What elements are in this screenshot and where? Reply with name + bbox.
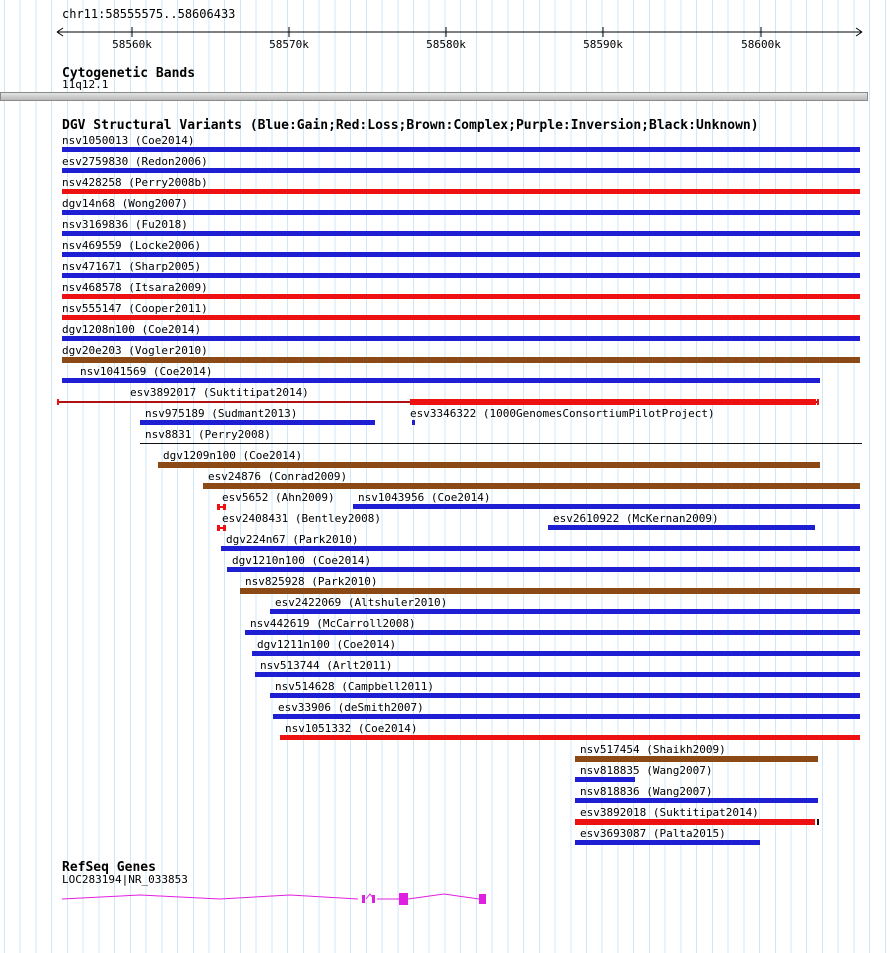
variant-bar[interactable] bbox=[227, 567, 860, 572]
refseq-gene-label: LOC283194|NR_033853 bbox=[62, 873, 188, 886]
variant-bar[interactable] bbox=[240, 588, 860, 594]
variant-bar[interactable] bbox=[217, 506, 226, 508]
variant-label: nsv8831 (Perry2008) bbox=[145, 428, 271, 441]
variant-bar[interactable] bbox=[140, 443, 862, 444]
variant-bar[interactable] bbox=[353, 504, 860, 509]
variant-bar[interactable] bbox=[158, 462, 820, 468]
variant-bar[interactable] bbox=[575, 756, 818, 762]
variant-label: esv2610922 (McKernan2009) bbox=[553, 512, 719, 525]
ruler-arrowhead bbox=[856, 32, 862, 36]
refseq-gene-svg[interactable] bbox=[0, 886, 890, 908]
ruler-tick-label: 58560k bbox=[112, 38, 152, 51]
cytoband-title: Cytogenetic Bands bbox=[62, 66, 196, 81]
variant-bar[interactable] bbox=[410, 399, 816, 405]
variant-bar[interactable] bbox=[62, 357, 860, 363]
variant-label: esv2408431 (Bentley2008) bbox=[222, 512, 381, 525]
variant-bar[interactable] bbox=[217, 527, 226, 529]
variant-label: esv33906 (deSmith2007) bbox=[278, 701, 424, 714]
variant-bar[interactable] bbox=[62, 336, 860, 341]
variant-label: nsv3169836 (Fu2018) bbox=[62, 218, 188, 231]
variant-bar[interactable] bbox=[62, 378, 820, 383]
variant-label: nsv428258 (Perry2008b) bbox=[62, 176, 208, 189]
variant-label: esv2759830 (Redon2006) bbox=[62, 155, 208, 168]
variant-bar[interactable] bbox=[203, 483, 860, 489]
variant-bar[interactable] bbox=[62, 273, 860, 278]
variant-bar[interactable] bbox=[62, 252, 860, 257]
variant-bar[interactable] bbox=[140, 420, 375, 425]
variant-label: nsv1041569 (Coe2014) bbox=[80, 365, 213, 378]
variant-bar[interactable] bbox=[62, 294, 860, 299]
variant-bar[interactable] bbox=[252, 651, 860, 656]
variant-label: nsv1043956 (Coe2014) bbox=[358, 491, 491, 504]
variant-label: nsv514628 (Campbell2011) bbox=[275, 680, 434, 693]
gene-intron-line[interactable] bbox=[408, 894, 479, 899]
gene-exon[interactable] bbox=[479, 894, 486, 904]
variant-bar[interactable] bbox=[548, 525, 815, 530]
variant-label: dgv1210n100 (Coe2014) bbox=[232, 554, 372, 567]
variant-bar[interactable] bbox=[575, 777, 635, 782]
variant-label: nsv1051332 (Coe2014) bbox=[285, 722, 418, 735]
variant-bar[interactable] bbox=[62, 210, 860, 215]
ruler-tick-label: 58590k bbox=[583, 38, 623, 51]
variant-bar[interactable] bbox=[245, 630, 860, 635]
variant-label: nsv442619 (McCarroll2008) bbox=[250, 617, 416, 630]
variant-bar[interactable] bbox=[817, 399, 819, 405]
variant-bar[interactable] bbox=[62, 147, 860, 152]
variant-label: nsv469559 (Locke2006) bbox=[62, 239, 202, 252]
variant-label: dgv1208n100 (Coe2014) bbox=[62, 323, 202, 336]
variant-bar[interactable] bbox=[575, 819, 815, 825]
dgv-title: DGV Structural Variants (Blue:Gain;Red:Loss;Brown:Complex;Purple:Inversion;Black:Unknown) bbox=[62, 118, 759, 133]
region-label: chr11:58555575..58606433 bbox=[62, 7, 236, 21]
variant-label: nsv975189 (Sudmant2013) bbox=[145, 407, 298, 420]
variant-label: nsv818836 (Wang2007) bbox=[580, 785, 713, 798]
ruler-tick-label: 58570k bbox=[269, 38, 309, 51]
variant-label: dgv224n67 (Park2010) bbox=[226, 533, 359, 546]
variant-label: nsv513744 (Arlt2011) bbox=[260, 659, 393, 672]
ruler-tick-label: 58600k bbox=[741, 38, 781, 51]
variant-bar[interactable] bbox=[575, 840, 760, 845]
gene-intron-line[interactable] bbox=[62, 895, 358, 899]
gene-exon[interactable] bbox=[362, 895, 365, 903]
variant-label: esv3346322 (1000GenomesConsortiumPilotProject) bbox=[410, 407, 715, 420]
variant-bar[interactable] bbox=[62, 189, 860, 194]
ruler-arrowhead bbox=[57, 28, 63, 32]
ruler-arrowhead bbox=[856, 28, 862, 32]
cytoband-label: 11q12.1 bbox=[62, 78, 109, 91]
variant-bar[interactable] bbox=[62, 168, 860, 173]
variant-label: esv24876 (Conrad2009) bbox=[208, 470, 348, 483]
variant-bar[interactable] bbox=[62, 315, 860, 320]
refseq-title: RefSeq Genes bbox=[62, 860, 156, 875]
variant-label: nsv555147 (Cooper2011) bbox=[62, 302, 208, 315]
variant-bar[interactable] bbox=[280, 735, 860, 740]
ruler-tick-label: 58580k bbox=[426, 38, 466, 51]
variant-label: nsv517454 (Shaikh2009) bbox=[580, 743, 726, 756]
cytoband-bar[interactable] bbox=[0, 92, 868, 101]
variant-bar[interactable] bbox=[273, 714, 860, 719]
variant-bar[interactable] bbox=[817, 819, 819, 825]
variant-label: nsv1050013 (Coe2014) bbox=[62, 134, 195, 147]
variant-bar[interactable] bbox=[221, 546, 860, 551]
variant-label: esv2422069 (Altshuler2010) bbox=[275, 596, 448, 609]
variant-label: nsv825928 (Park2010) bbox=[245, 575, 378, 588]
variant-bar[interactable] bbox=[57, 399, 59, 405]
variant-bar[interactable] bbox=[62, 231, 860, 236]
variant-bar[interactable] bbox=[255, 672, 860, 677]
variant-label: esv3693087 (Palta2015) bbox=[580, 827, 726, 840]
variant-label: dgv1211n100 (Coe2014) bbox=[257, 638, 397, 651]
variant-bar[interactable] bbox=[270, 609, 860, 614]
variant-bar[interactable] bbox=[412, 420, 415, 425]
variant-label: esv5652 (Ahn2009) bbox=[222, 491, 335, 504]
variant-label: nsv471671 (Sharp2005) bbox=[62, 260, 202, 273]
variant-bar[interactable] bbox=[575, 798, 818, 803]
variant-label: nsv818835 (Wang2007) bbox=[580, 764, 713, 777]
variant-label: nsv468578 (Itsara2009) bbox=[62, 281, 208, 294]
variant-label: dgv1209n100 (Coe2014) bbox=[163, 449, 303, 462]
variant-label: esv3892018 (Suktitipat2014) bbox=[580, 806, 759, 819]
gene-exon[interactable] bbox=[372, 895, 375, 903]
variant-label: dgv20e203 (Vogler2010) bbox=[62, 344, 208, 357]
variant-label: esv3892017 (Suktitipat2014) bbox=[130, 386, 309, 399]
variant-bar[interactable] bbox=[270, 693, 860, 698]
variant-label: dgv14n68 (Wong2007) bbox=[62, 197, 188, 210]
gene-exon[interactable] bbox=[399, 893, 408, 905]
ruler-arrowhead bbox=[57, 32, 63, 36]
